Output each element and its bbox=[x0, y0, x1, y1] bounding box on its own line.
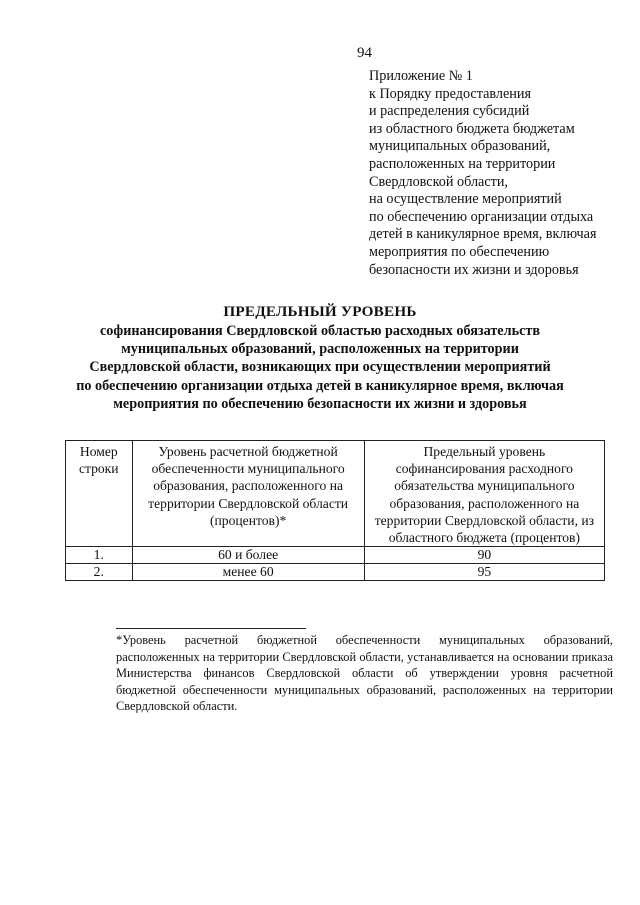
table-row bbox=[66, 564, 605, 581]
appendix-line: Свердловской области, bbox=[369, 173, 508, 190]
appendix-line: муниципальных образований, bbox=[369, 138, 551, 155]
cell-row-number: 1. bbox=[66, 547, 133, 564]
appendix-line: расположенных на территории bbox=[369, 155, 556, 172]
document-title bbox=[60, 302, 580, 413]
table-row bbox=[66, 547, 605, 564]
header-budget-level: Уровень расчетной бюджетной обеспеченности муниципального образования, расположенного на территории Свердловской области (процентов)* bbox=[132, 441, 364, 547]
title-sub-line: мероприятия по обеспечению безопасности их жизни и здоровья bbox=[113, 395, 527, 412]
title-sub-line: Свердловской области, возникающих при осуществлении мероприятий bbox=[89, 359, 551, 376]
appendix-reference bbox=[369, 68, 619, 279]
appendix-line: Приложение № 1 bbox=[369, 68, 473, 84]
header-row-number: Номер строки bbox=[66, 441, 133, 547]
cofinancing-table bbox=[65, 440, 605, 581]
appendix-line: на осуществление мероприятий bbox=[369, 191, 562, 208]
title-sub-line: софинансирования Свердловской областью расходных обязательств bbox=[99, 323, 540, 339]
appendix-line: по обеспечению организации отдыха bbox=[369, 208, 594, 225]
title-sub-line: муниципальных образований, расположенных на территории bbox=[121, 341, 519, 358]
title-main: ПРЕДЕЛЬНЫЙ УРОВЕНЬ bbox=[223, 303, 417, 320]
page-number: 94 bbox=[357, 45, 372, 61]
appendix-line: к Порядку предоставления bbox=[369, 85, 531, 102]
title-sub-line: по обеспечению организации отдыха детей в каникулярное время, включая bbox=[76, 377, 564, 394]
footnote: *Уровень расчетной бюджетной обеспеченности муниципальных образований, расположенных на территории Свердловской области, устанавливается на основании приказа Министерства финансов Свердловской области об утверждении уровня расчетной бюджетной обеспеченности муниципальных образований, расположенных на территории Свердловской области. bbox=[116, 633, 613, 714]
cell-budget-level: 60 и более bbox=[132, 547, 364, 564]
appendix-line: мероприятия по обеспечению bbox=[369, 243, 550, 260]
appendix-line: из областного бюджета бюджетам bbox=[369, 120, 575, 137]
header-cofinancing-limit: Предельный уровень софинансирования расходного обязательства муниципального образования, расположенного на территории Свердловской области, из областного бюджета (процентов) bbox=[364, 441, 604, 547]
appendix-line: детей в каникулярное время, включая bbox=[369, 226, 597, 243]
appendix-line: и распределения субсидий bbox=[369, 103, 530, 120]
table-header-row bbox=[66, 441, 605, 547]
cell-cofinancing-limit: 90 bbox=[364, 547, 604, 564]
cell-cofinancing-limit: 95 bbox=[364, 564, 604, 581]
footnote-divider bbox=[116, 628, 306, 629]
title-subtitle bbox=[60, 322, 580, 413]
appendix-line: безопасности их жизни и здоровья bbox=[369, 261, 579, 278]
cell-row-number: 2. bbox=[66, 564, 133, 581]
cell-budget-level: менее 60 bbox=[132, 564, 364, 581]
